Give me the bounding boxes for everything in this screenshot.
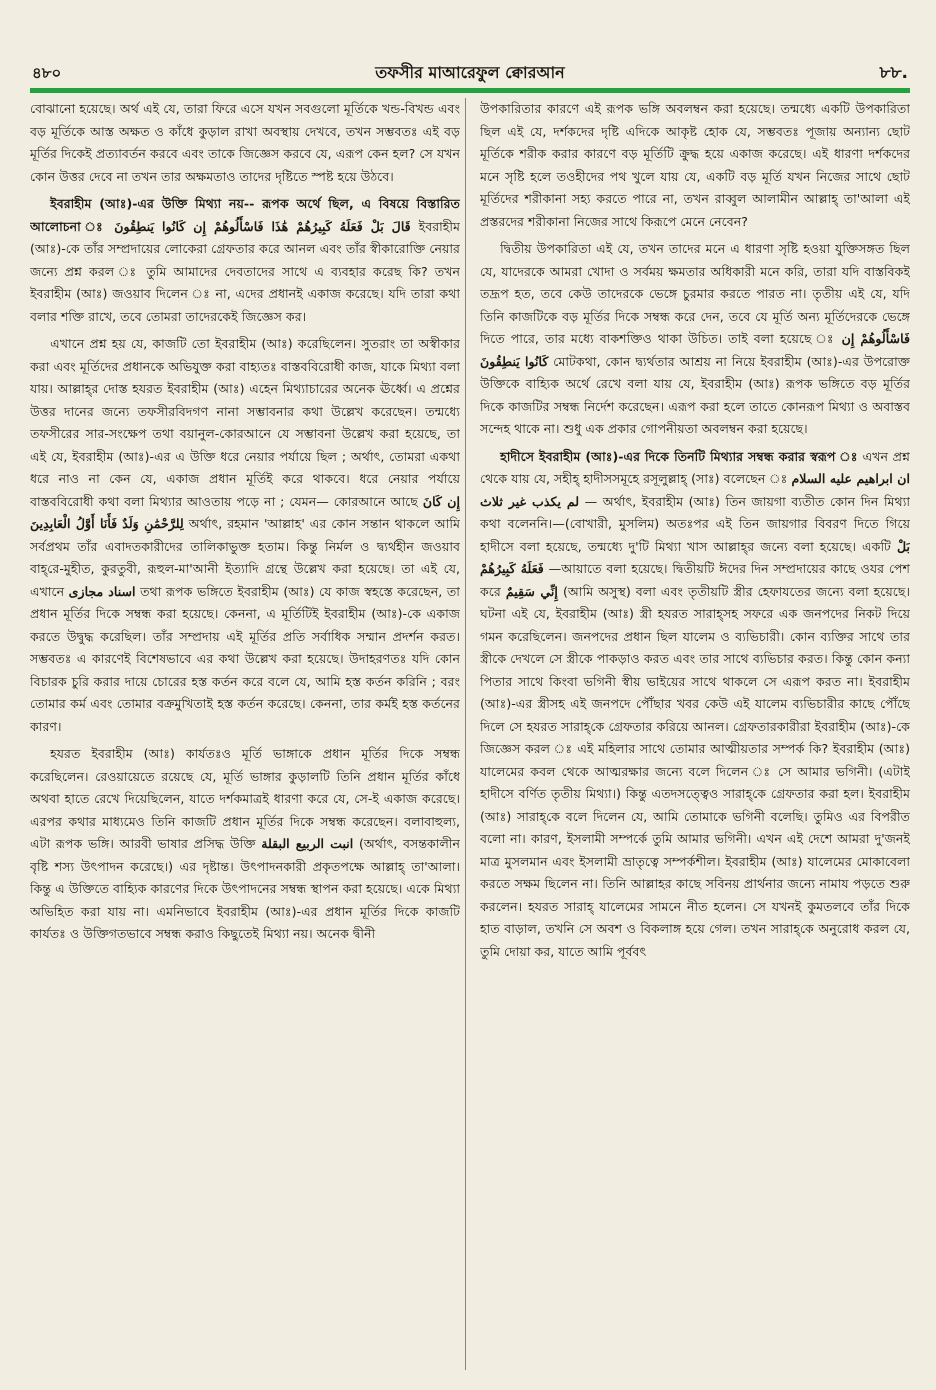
text: মোটকথা, কোন দ্ব্যর্থতার আশ্রয় না নিয়ে ইবরাহীম (আঃ)-এর উপরোক্ত উক্তিকে বাহ্যিক অর্থে রেখে বলা যায় যে, ইবরাহীম (আঃ) রূপক ভঙ্গিতে বড় মূর্তির দিকে কাজটির সম্বন্ধ নির্দেশ করেছেন। এরূপ করা হলে তাতে কোনরূপ মিথ্যা ও অবাস্তব সন্দেহ থাকে না। শুধু এক প্রকার গোপনীয়তা অবলম্বন করা হয়েছে। [480, 353, 910, 436]
arabic-quote: إِنِّي سَقِيمٌ [505, 583, 558, 599]
paragraph [30, 98, 460, 188]
arabic-quote: إِن كَانُوا يَنطِقُونَ [114, 218, 207, 234]
text: ইবরাহীম (আঃ)-কে তাঁর সম্প্রদায়ের লোকেরা গ্রেফতার করে আনল এবং তাঁর স্বীকারোক্তি নেয়ার জন্যে প্রশ্ন করল ঃ তুমি আমাদের দেবতাদের সাথে এ ব্যবহার করেছ কি? তখন ইবরাহীম (আঃ) জওয়াব দিলেন ঃ না, এদের প্রধানই একাজ করেছে। যদি তারা কথা বলার শক্তি রাখে, তবে তোমরা তাদেরকেই জিজ্ঞেস কর। [30, 218, 460, 324]
page-number-left: ৪৮০ [32, 64, 62, 82]
arabic-quote: انبت الربيع البقلة [261, 836, 354, 851]
paragraph [30, 333, 460, 738]
paragraph [480, 238, 910, 441]
text: (আমি অসুস্থ) বলা এবং তৃতীয়টি স্ত্রীর হেফাযতের জন্যে বলা হয়েছে। ঘটনা এই যে, ইবরাহীম (আঃ) স্ত্রী হযরত সারাহ্‌সহ সফরে এক জনপদের নিকট দিয়ে গমন করেছিলেন। জনপদের প্রধান ছিল যালেম ও ব্যভিচারী। কোন ব্যক্তির সাথে তার স্ত্রীকে দেখলে সে স্ত্রীকে পাকড়াও করত এবং তার সাথে ব্যভিচার করত। কিন্তু কোন কন্যা পিতার সাথে কিংবা ভগিনী স্বীয় ভাইয়ের সাথে থাকলে সে এরূপ করত না। ইবরাহীম (আঃ)-এর স্ত্রীসহ এই জনপদে পৌঁছার খবর কেউ এই যালেম ব্যভিচারীর কাছে পৌঁছে দিলে সে হযরত সারাহ্‌কে গ্রেফতার করিয়ে আনল। গ্রেফতারকারীরা ইবরাহীম (আঃ)-কে জিজ্ঞেস করল ঃ এই মহিলার সাথে তোমার আত্মীয়তার সম্পর্ক কি? ইবরাহীম (আঃ) যালেমের কবল থেকে আত্মরক্ষার জন্যে বলে দিলেন ঃ সে আমার ভগিনী। (এটাই হাদীসে বর্ণিত তৃতীয় মিথ্যা।) কিন্তু এতদসত্ত্বেও সারাহ্‌কে গ্রেফতার করা হল। ইবরাহীম (আঃ) সারাহ্‌কে বলে দিলেন যে, আমি তোমাকে ভগিনী বলেছি। তুমিও এর বিপরীত বলো না। কারণ, ইসলামী সম্পর্কে তুমি আমার ভগিনী। এখন এই দেশে আমরা দু'জনই মাত্র মুসলমান এবং ইসলামী ভ্রাতৃত্বে সম্পর্কশীল। ইবরাহীম (আঃ) যালেমের মোকাবেলা করতে সক্ষম ছিলেন না। তিনি আল্লাহর কাছে সবিনয় প্রার্থনার জন্যে নামায পড়তে শুরু করলেন। হযরত সারাহ্‌ যালেমের সামনে নীত হলেন। সে যখনই কুমতলবে তাঁর দিকে হাত বাড়াল, তখনি সে অবশ ও বিকলাঙ্গ হয়ে গেল। তখন সারাহ্‌কে অনুরোধ করল যে, তুমি দোয়া কর, যাতে আমি পূর্ববৎ [480, 583, 910, 959]
text: হযরত ইবরাহীম (আঃ) কার্যতঃও মূর্তি ভাঙ্গাকে প্রধান মূর্তির দিকে সম্বন্ধ করেছিলেন। রেওয়ায়েতে রয়েছে যে, মূর্তি ভাঙ্গার কুড়ালটি তিনি প্রধান মূর্তির কাঁধে অথবা হাতে রেখে দিয়েছিলেন, যাতে দর্শকমাত্রই ধারণা করে যে, সে-ই একাজ করেছে। এরপর কথার মাধ্যমেও তিনি কাজটি প্রধান মূর্তির দিকে সম্বন্ধ করেছেন। বলাবাহুল্য, এটা রূপক ভঙ্গি। আরবী ভাষার প্রসিদ্ধ উক্তি [30, 746, 460, 851]
text: দ্বিতীয় উপকারিতা এই যে, তখন তাদের মনে এ ধারণা সৃষ্টি হওয়া যুক্তিসঙ্গত ছিল যে, যাদেরকে আমরা খোদা ও সর্বময় ক্ষমতার অধিকারী মনে করি, তারা যদি বাস্তবিকই তদ্রূপ হত, তবে কেউ তাদেরকে ভেঙ্গে চুরমার করতে পারত না। তৃতীয় এই যে, যদি তিনি কাজটিকে বড় মূর্তির দিকে সম্বন্ধ করে দেন, তবে যে মূর্তি অন্য মূর্তিদেরকে ভেঙ্গে দিতে পারে, তার মধ্যে বাকশক্তিও থাকা উচিত। তাই বলা হয়েছে ঃ [480, 241, 910, 346]
paragraph [480, 446, 910, 964]
right-column [480, 98, 910, 1370]
section-heading: হাদীসে ইবরাহীম (আঃ)-এর দিকে তিনটি মিথ্যার সম্বন্ধ করার স্বরূপ ঃ [500, 448, 859, 464]
paragraph [30, 743, 460, 946]
arabic-quote: قَالَ بَلْ فَعَلَهُ كَبِيرُهُمْ هَٰذَا فَاسْأَلُوهُمْ [213, 218, 411, 234]
arabic-quote: اسناد مجازى [68, 583, 136, 599]
header-rule [30, 88, 910, 93]
page-number-right: ৮৮. [879, 63, 908, 83]
text: তথা রূপক ভঙ্গিতে ইবরাহীম (আঃ) যে কাজ স্বহস্তে করেছেন, তা প্রধান মূর্তির দিকে সম্বন্ধ করা হয়েছে। কেননা, এ মূর্তিটিই ইবরাহীম (আঃ)-কে একাজ করতে উদ্বুদ্ধ করেছিল। তাঁর সম্প্রদায় এই মূর্তির প্রতি সর্বাধিক সম্মান প্রদর্শন করত। সম্ভবতঃ এ কারণেই বিশেষভাবে এর কথা উল্লেখ করা হয়েছে। উদাহরণতঃ যদি কোন বিচারক চুরি করার দায়ে চোরের হস্ত কর্তন করে বলে যে, আমি হস্ত কর্তন করিনি ; বরং তোমার কর্ম এবং তোমার বক্রমুখিতাই হস্ত কর্তন করেছে। কেননা, তার কর্মই হস্ত কর্তনের কারণ। [30, 583, 460, 734]
arabic-quote: إِن كَانَ لِلرَّحْمَٰنِ وَلَدٌ [122, 493, 460, 531]
section-heading-paragraph [30, 193, 460, 328]
text: অর্থাৎ, রহমান 'আল্লাহ' এর কোন সন্তান থাকলে আমি সর্বপ্রথম তাঁর এবাদতকারীদের তালিকাভুক্ত হতাম। কিন্তু নির্মল ও দ্ব্যর্থহীন জওয়াব বাহ্‌রে-মুহীত, কুরতুবী, রূহুল-মা'আনী ইত্যাদি গ্রন্থে উল্লেখ করা হয়েছে। তা এই যে, এখানে [30, 516, 460, 599]
text: — অর্থাৎ, ইবরাহীম (আঃ) তিন জায়গা ব্যতীত কোন দিন মিথ্যা কথা বলেননি।—(বোখারী, মুসলিম) অতঃপর এই তিন জায়গার বিবরণ দিতে গিয়ে হাদীসে বলা হয়েছে, তন্মধ্যে দু'টি মিথ্যা খাস আল্লাহ্‌র জন্যে বলা হয়েছে। একটি [480, 493, 910, 554]
left-column [30, 98, 460, 1370]
page-header [30, 56, 910, 86]
text: —আয়াতে বলা হয়েছে। দ্বিতীয়টি ঈদের দিন সম্প্রদায়ের কাছে ওযর পেশ করে [480, 561, 910, 599]
arabic-quote: فَأَنَا أَوَّلُ الْعَابِدِينَ [30, 516, 118, 531]
section-heading: ইবরাহীম (আঃ)-এর উক্তি মিথ্যা নয়-- রূপক অর্থে ছিল, এ বিষয়ে বিস্তারিত আলোচনা ঃ [30, 196, 460, 234]
text: উপকারিতার কারণে এই রূপক ভঙ্গি অবলম্বন করা হয়েছে। তন্মধ্যে একটি উপকারিতা ছিল এই যে, দর্শকদের দৃষ্টি এদিকে আকৃষ্ট হোক যে, সম্ভবতঃ পূজায় অন্যান্য ছোট মূর্তিকে শরীক করার কারণে বড় মূর্তিটি ক্রুদ্ধ হয়ে একাজ করেছে। এই ধারণা দর্শকদের মনে সৃষ্টি হলে তওহীদের পথ খুলে যায় যে, একটি বড় মূর্তি যখন নিজের সাথে ছোট মূর্তিদের শরীকানা সহ্য করতে পারে না, তখন রাব্বুল আলামীন আল্লাহ্‌ তা'আলা এই প্রস্তরদের শরীকানা নিজের সাথে কিরূপে মেনে নেবেন? [480, 101, 910, 229]
arabic-quote: إِن كَانُوا يَنطِقُونَ [480, 331, 855, 369]
arabic-quote: بَلْ فَعَلَهُ كَبِيرُهُمْ [480, 538, 910, 576]
arabic-quote: فَاسْأَلُوهُمْ [860, 331, 910, 346]
paragraph [480, 98, 910, 233]
column-divider [465, 98, 466, 1370]
text: এখন প্রশ্ন থেকে যায় যে, সহীহ্‌ হাদীসসমূহে রসূলুল্লাহ্‌ (সাঃ) বলেছেন ঃ [480, 448, 910, 486]
running-title: তফসীর মাআরেফুল ক্বোরআন [375, 63, 565, 82]
text: এখানে প্রশ্ন হয় যে, কাজটি তো ইবরাহীম (আঃ) করেছিলেন। সুতরাং তা অস্বীকার করা এবং মূর্তিদের প্রধানকে অভিযুক্ত করা বাহ্যতঃ বাস্তববিরোধী কাজ, যাকে মিথ্যা বলা যায়। আল্লাহ্‌র দোস্ত হযরত ইবরাহীম (আঃ) এহেন মিথ্যাচারের অনেক ঊর্ধ্বে। এ প্রশ্নের উত্তর দানের জন্যে তফসীরবিদগণ নানা সম্ভাবনার কথা উল্লেখ করেছেন। তন্মধ্যে তফসীরের সার-সংক্ষেপ তথা বয়ানুল-কোরআনে যে সম্ভাবনা উল্লেখ করা হয়েছে, তা এই যে, ইবরাহীম (আঃ)-এর এ উক্তি ধরে নেয়ার পর্যায়ে ছিল ; অর্থাৎ, তোমরা একথা ধরে নাও না কেন যে, একাজ প্রধান মূর্তিই করে থাকবে। ধরে নেয়ার পর্যায়ে বাস্তববিরোধী কথা বলা মিথ্যার আওতায় পড়ে না ; যেমন— কোরআনে আছে [30, 336, 460, 509]
arabic-quote: ان ابراهيم عليه السلام لم يكذب غير ثلاث [480, 471, 910, 509]
text: বোঝানো হয়েছে। অর্থ এই যে, তারা ফিরে এসে যখন সবগুলো মূর্তিকে খন্ড-বিখন্ড এবং বড় মূর্তিকে আস্ত অক্ষত ও কাঁধে কুড়াল রাখা অবস্থায় দেখবে, তখন সম্ভবতঃ এই বড় মূর্তির দিকেই প্রত্যাবর্তন করবে এবং তাকে জিজ্ঞেস করবে যে, এরূপ কেন হল? সে যখন কোন উত্তর দেবে না তখন তার অক্ষমতাও তাদের দৃষ্টিতে স্পষ্ট হয়ে উঠবে। [30, 101, 460, 184]
text: (অর্থাৎ, বসন্তকালীন বৃষ্টি শস্য উৎপাদন করেছে।) এর দৃষ্টান্ত। উৎপাদনকারী প্রকৃতপক্ষে আল্লাহ্‌ তা'আলা। কিন্তু এ উক্তিতে বাহ্যিক কারণের দিকে উৎপাদনের সম্বন্ধ স্থাপন করা হয়েছে। একে মিথ্যা অভিহিত করা যায় না। এমনিভাবে ইবরাহীম (আঃ)-এর প্রধান মূর্তির দিকে কাজটি কার্যতঃ ও উক্তিগতভাবে সম্বন্ধ করাও কিছুতেই মিথ্যা নয়। অনেক দ্বীনী [30, 836, 460, 941]
